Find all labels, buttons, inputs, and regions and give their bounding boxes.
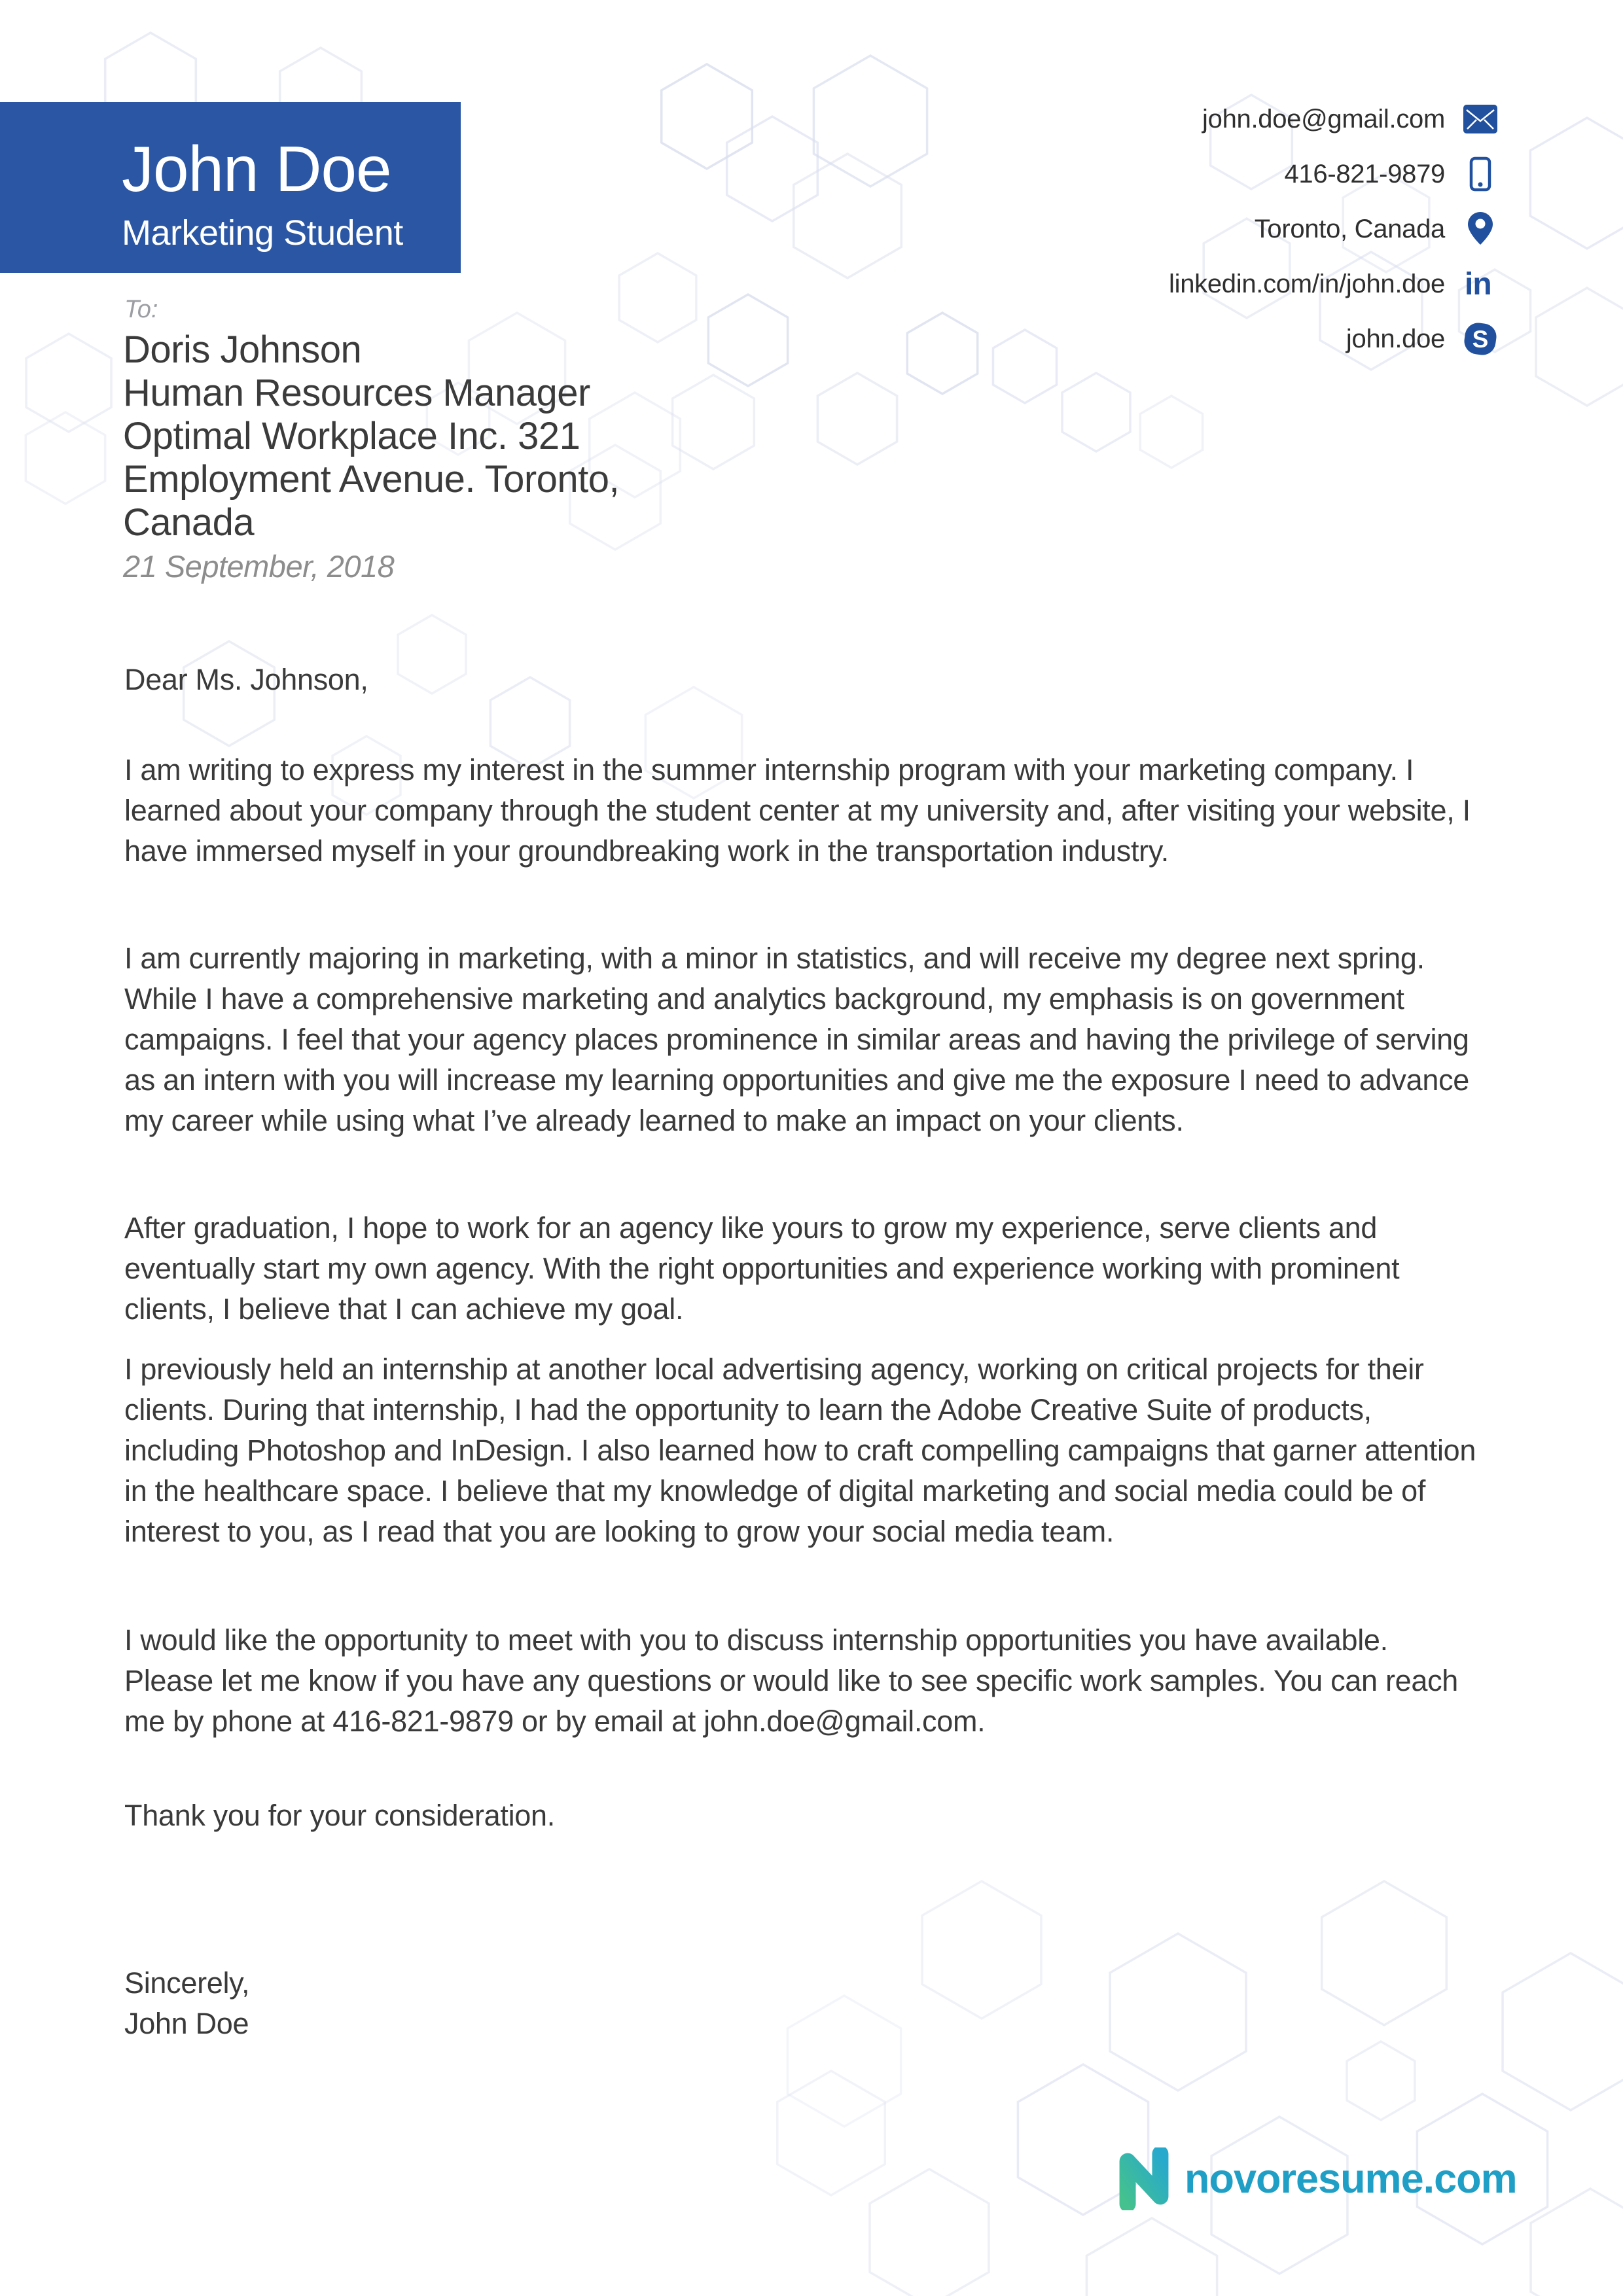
recipient-address xyxy=(123,328,619,544)
novoresume-branding xyxy=(1113,2147,1517,2210)
skype-value: john.doe xyxy=(1346,324,1445,353)
paragraph-3: After graduation, I hope to work for an agency like yours to grow my experience, serve clients and eventually start my own agency. With the right opportunities and experience working with prominent clients, I believe that I can achieve my goal. xyxy=(124,1211,1400,1326)
recipient-role: Human Resources Manager xyxy=(123,372,590,414)
to-label: To: xyxy=(124,296,158,323)
recipient-name: Doris Johnson xyxy=(123,328,362,371)
paragraph-5: I would like the opportunity to meet with you to discuss internship opportunities you have available. Please let me know if you have any questions or would like to see specific work samples. You can reach me by phone at 416-821-9879 or by email at john.doe@gmail.com. xyxy=(124,1623,1459,1738)
name-header-box xyxy=(0,102,461,273)
signoff: Sincerely, xyxy=(124,1966,250,2000)
contact-row-skype xyxy=(1169,319,1499,359)
contact-row-linkedin xyxy=(1169,264,1499,304)
paragraph-2: I am currently majoring in marketing, with a minor in statistics, and will receive my degree next spring. While I have a comprehensive marketing and analytics background, my emphasis is on government campaigns. I feel that your agency places prominence in similar areas and having the privilege of serving as an intern with you will increase my learning opportunities and give me the exposure I need to advance my career while using what I’ve already learned to make an impact on your clients. xyxy=(124,942,1470,1137)
paragraph-4: I previously held an internship at another local advertising agency, working on critical projects for their clients. During that internship, I had the opportunity to learn the Adobe Creative Suite of products, including Photoshop and InDesign. I also learned how to craft compelling campaigns that garner attention in the healthcare space. I believe that my knowledge of digital marketing and social media could be of interest to you, as I read that you are looking to grow your social media team. xyxy=(124,1352,1476,1548)
recipient-street: Employment Avenue. Toronto, xyxy=(123,458,620,501)
phone-icon xyxy=(1462,156,1499,192)
salutation: Dear Ms. Johnson, xyxy=(124,663,368,696)
phone-value: 416-821-9879 xyxy=(1284,159,1445,188)
contact-list xyxy=(1169,99,1499,374)
novoresume-logo-icon xyxy=(1113,2147,1175,2210)
email-value: john.doe@gmail.com xyxy=(1202,104,1445,133)
skype-icon xyxy=(1462,321,1499,357)
linkedin-value: linkedin.com/in/john.doe xyxy=(1169,269,1445,298)
contact-row-phone xyxy=(1169,154,1499,194)
linkedin-icon xyxy=(1462,267,1499,301)
location-icon xyxy=(1462,211,1499,247)
person-title: Marketing Student xyxy=(122,213,403,253)
contact-row-location xyxy=(1169,209,1499,249)
brand-url-text: novoresume.com xyxy=(1185,2156,1517,2202)
letter-date: 21 September, 2018 xyxy=(123,549,395,584)
signature-name: John Doe xyxy=(124,2007,249,2040)
location-value: Toronto, Canada xyxy=(1254,214,1445,243)
recipient-company: Optimal Workplace Inc. 321 xyxy=(123,415,580,457)
closing-thanks: Thank you for your consideration. xyxy=(124,1799,555,1832)
person-name: John Doe xyxy=(122,133,391,205)
contact-row-email xyxy=(1169,99,1499,139)
svg-text:in: in xyxy=(1465,267,1491,301)
paragraph-1: I am writing to express my interest in the summer internship program with your marketing company. I learned about your company through the student center at my university and, after visiting your website, I have immersed myself in your groundbreaking work in the transportation industry. xyxy=(124,753,1471,868)
email-icon xyxy=(1462,105,1499,133)
signature-block xyxy=(124,1963,1479,2044)
recipient-country: Canada xyxy=(123,501,255,544)
svg-text:S: S xyxy=(1472,326,1489,353)
